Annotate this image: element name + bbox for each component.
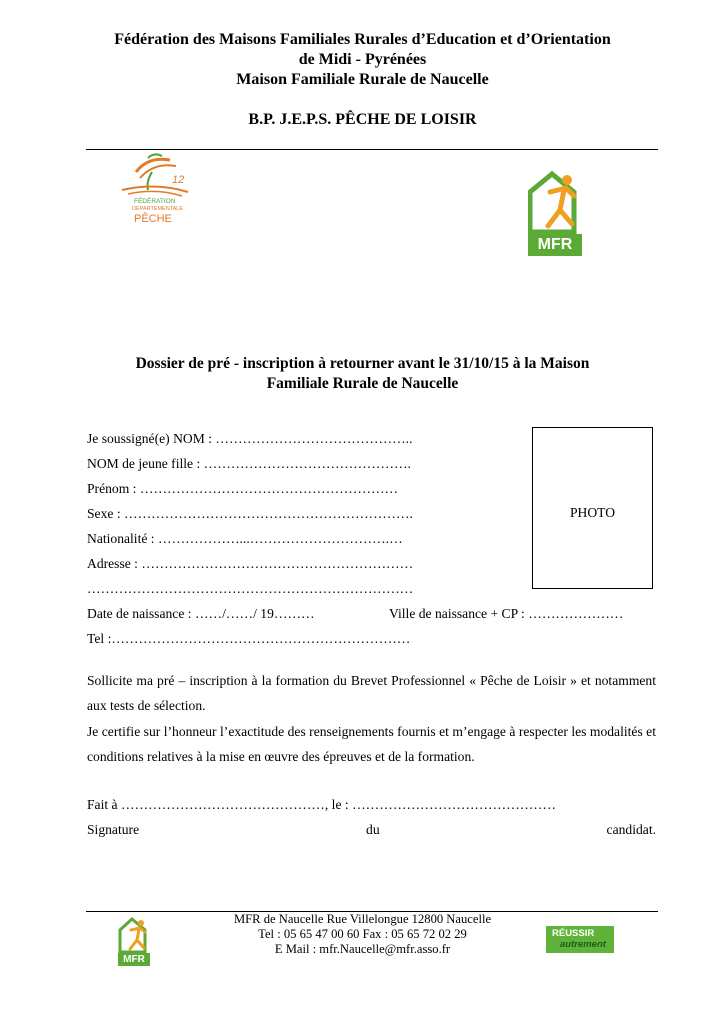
- field-adresse-suite: ………………………………………………………………: [87, 581, 414, 596]
- footer-mfr-text: MFR: [123, 954, 145, 965]
- footer-mfr-logo: [118, 916, 150, 966]
- footer-email: E Mail : mfr.Naucelle@mfr.asso.fr: [274, 942, 451, 956]
- header-school: Maison Familiale Rurale de Naucelle: [236, 71, 489, 88]
- mfr-logo: [528, 170, 582, 256]
- paragraph-certifie: Je certifie sur l’honneur l’exactitude des renseignements fournis et m’engage à respecter les modalités et conditions relatives à la mise en œuvre des épreuves et de la formation.: [87, 724, 656, 764]
- federation-peche-logo: [118, 152, 194, 230]
- field-nom: Je soussigné(e) NOM : ……………………………………..: [87, 431, 413, 446]
- federation-number: 12: [172, 174, 185, 186]
- footer-phone: Tel : 05 65 47 00 60 Fax : 05 65 72 02 29: [258, 927, 467, 941]
- dossier-title: [0, 354, 725, 394]
- header-region: de Midi - Pyrénées: [298, 51, 427, 68]
- field-ville-naissance: Ville de naissance + CP : …………………: [389, 606, 624, 621]
- document-header: [0, 30, 725, 90]
- field-nationalite: Nationalité : ………………...………………………….…: [87, 531, 403, 546]
- dossier-title-line1: Dossier de pré - inscription à retourner avant le 31/10/15 à la Maison: [135, 355, 590, 372]
- mfr-logo-text: MFR: [537, 236, 573, 253]
- reussir-autrement-badge: [546, 926, 614, 953]
- header-divider: [86, 149, 658, 150]
- field-date-naissance: Date de naissance : ……/……/ 19………: [87, 606, 315, 621]
- photo-box: [532, 427, 653, 589]
- paragraph-sollicite: Sollicite ma pré – inscription à la formation du Brevet Professionnel « Pêche de Loisir » et notamment aux tests de sélection.: [87, 673, 656, 713]
- federation-departement: DÉPARTEMENTALE: [132, 206, 184, 212]
- field-prenom: Prénom : …………………………………………………: [87, 481, 399, 496]
- reussir-label: RÉUSSIR: [552, 928, 595, 939]
- footer-contact: [0, 912, 725, 957]
- dossier-title-line2: Familiale Rurale de Naucelle: [266, 375, 459, 392]
- field-adresse: Adresse : ……………………………………………………: [87, 556, 414, 571]
- header-federation: Fédération des Maisons Familiales Rurales d’Education et d’Orientation: [114, 31, 611, 48]
- federation-label: FÉDÉRATION: [134, 198, 176, 205]
- field-nom-jeune-fille: NOM de jeune fille : ……………………………………….: [87, 456, 411, 471]
- signature-candidat: candidat.: [606, 822, 656, 837]
- document-subtitle: B.P. J.E.P.S. PÊCHE DE LOISIR: [248, 111, 477, 128]
- signature-du: du: [366, 822, 380, 837]
- photo-label: PHOTO: [569, 505, 616, 520]
- autrement-label: autrement: [560, 939, 606, 950]
- field-sexe: Sexe : ……………………………………………………….: [87, 506, 413, 521]
- field-fait-a: Fait à ………………………………………, le : ………………………………………: [87, 797, 556, 812]
- federation-peche: PÊCHE: [134, 213, 172, 225]
- signature-label: Signature: [87, 822, 140, 837]
- signature-line: [87, 822, 656, 838]
- field-tel: Tel :…………………………………………………………: [87, 631, 411, 646]
- footer-address: MFR de Naucelle Rue Villelongue 12800 Naucelle: [233, 912, 492, 926]
